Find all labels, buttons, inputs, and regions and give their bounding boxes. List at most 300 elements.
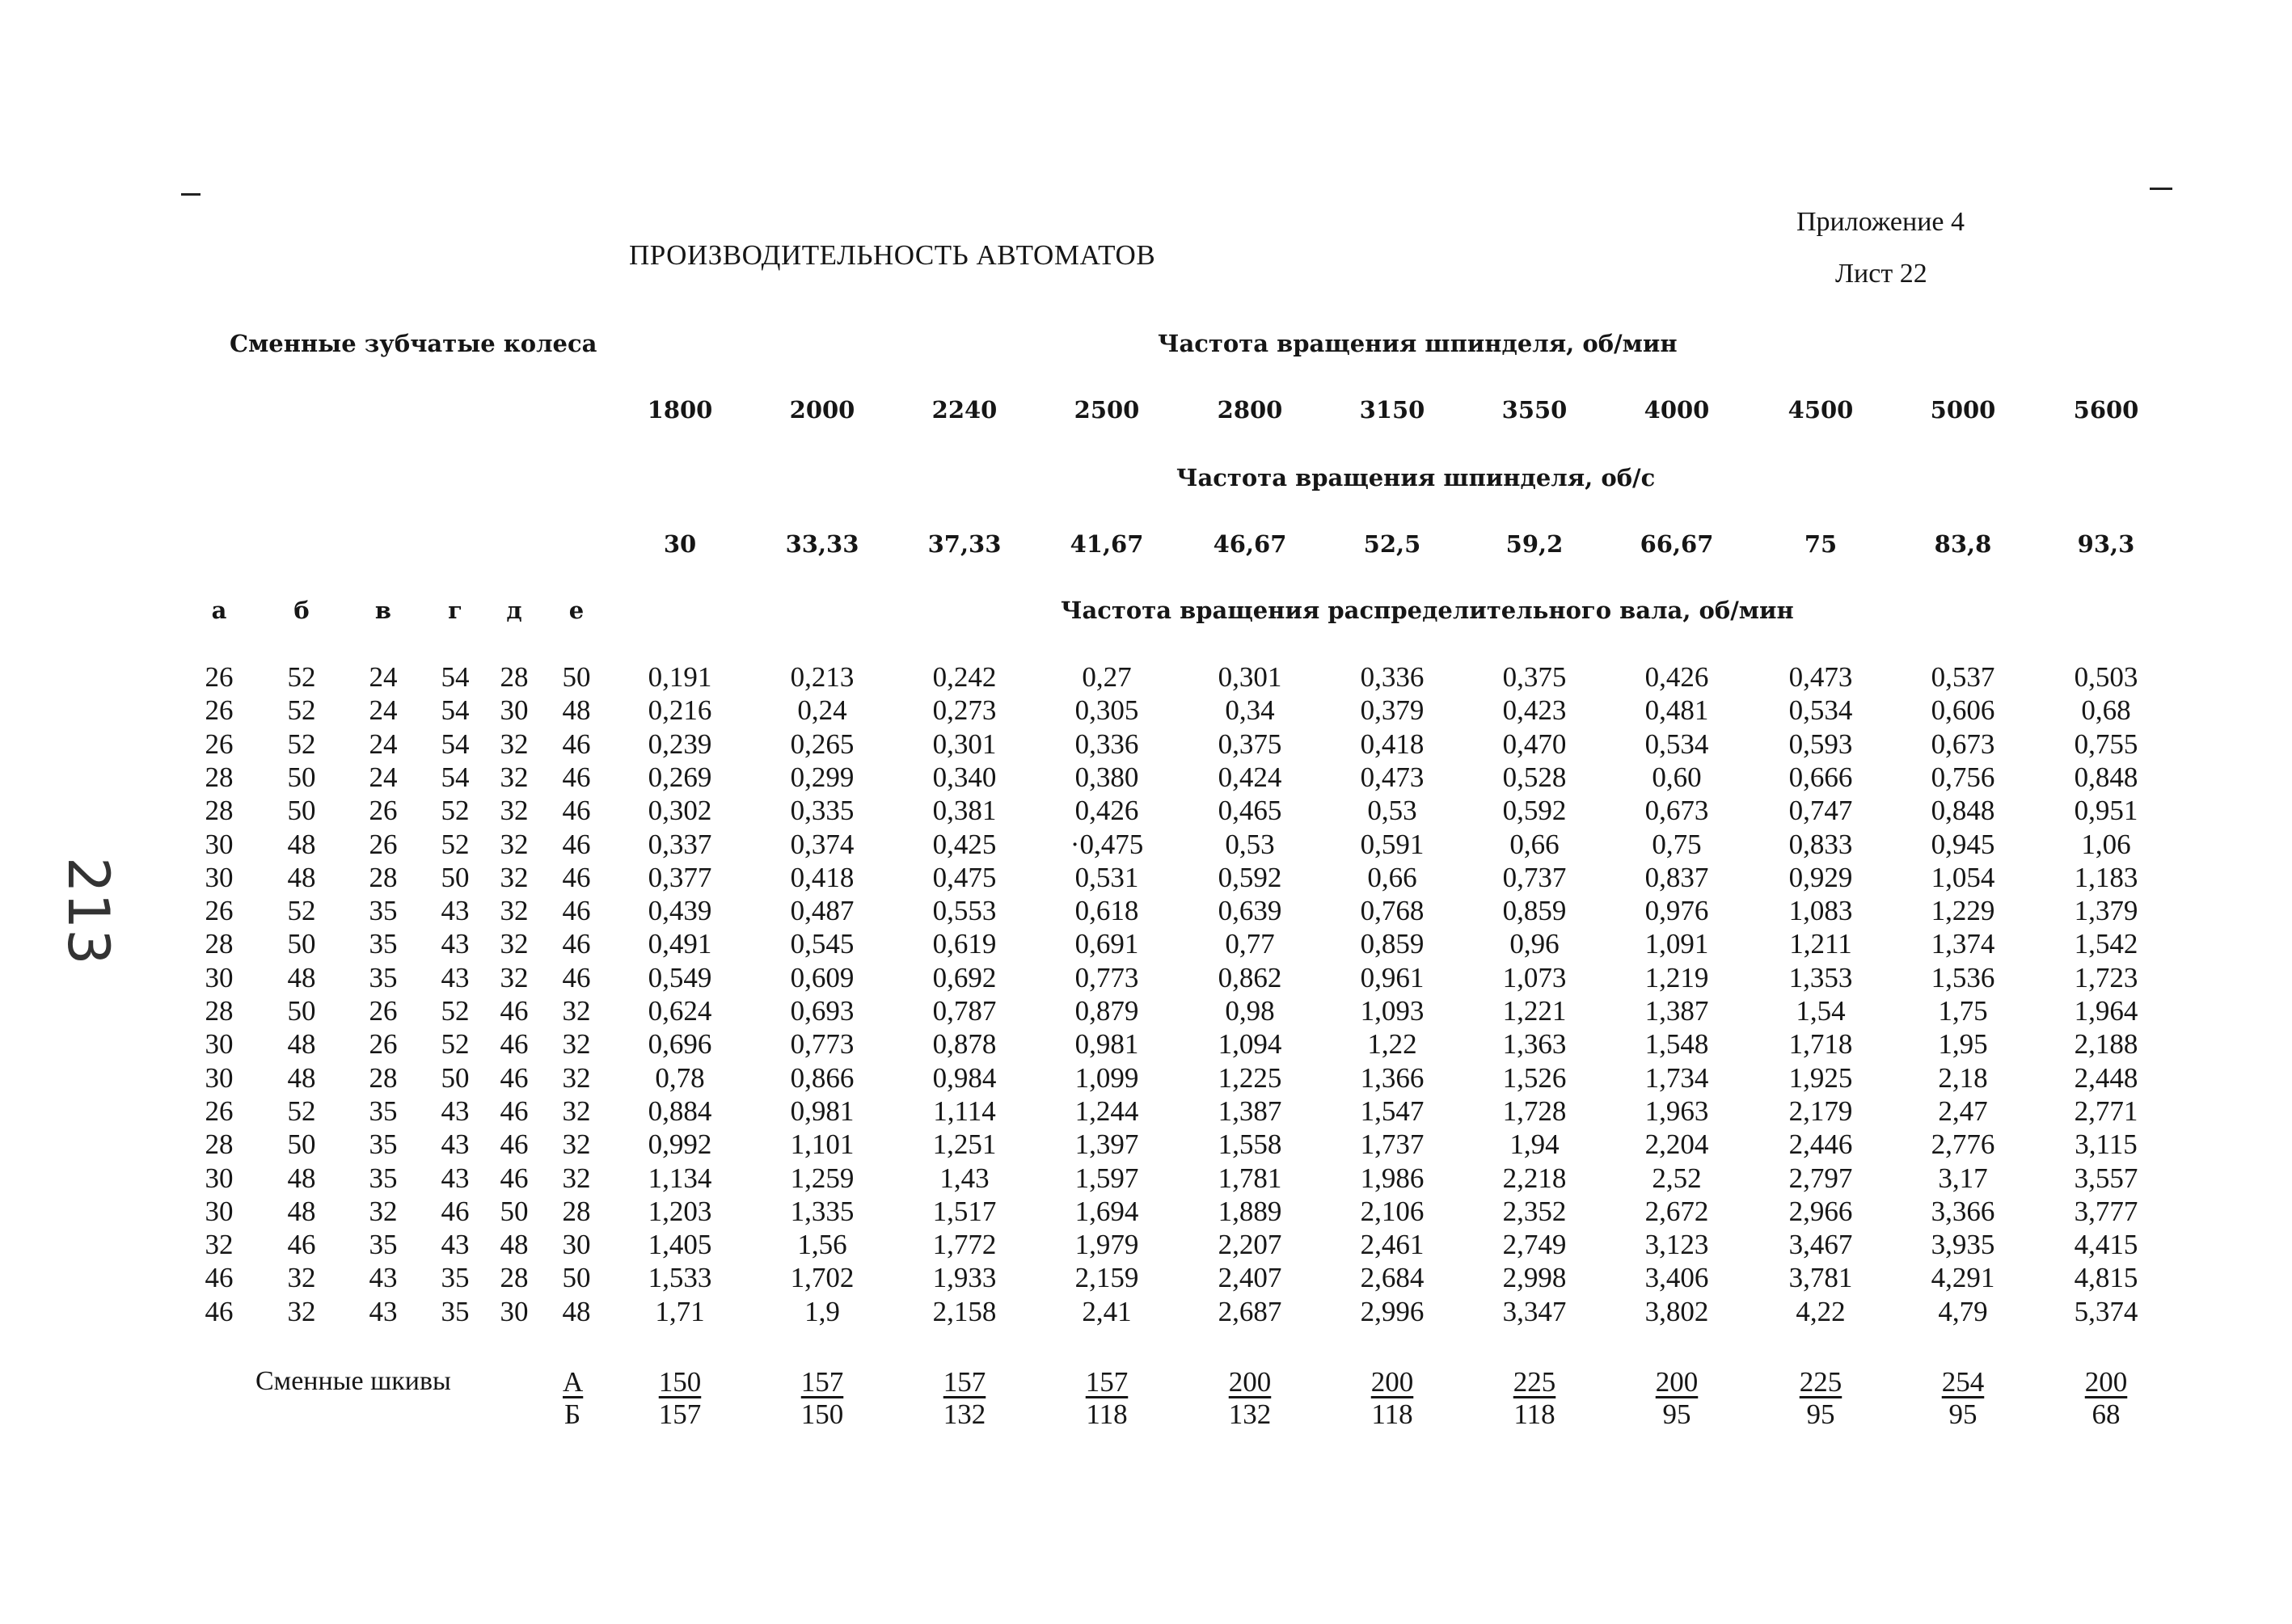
table-cell-value: 0,77: [1225, 928, 1275, 960]
table-cell-gear: 35: [369, 962, 398, 993]
table-cell-gear: 30: [562, 1229, 591, 1260]
table-cell-value: 0,473: [1788, 661, 1853, 693]
table-cell-value: 0,425: [932, 829, 997, 860]
pulley-b-value: 132: [943, 1398, 986, 1430]
table-cell-gear: 46: [500, 995, 529, 1027]
table-cell-value: 0,239: [648, 728, 712, 760]
pulley-a-value: 150: [658, 1366, 702, 1398]
table-cell-value: 1,22: [1367, 1028, 1417, 1060]
table-cell-gear: 35: [369, 928, 398, 960]
table-cell-value: 1,558: [1218, 1128, 1282, 1160]
table-cell-value: 0,833: [1788, 829, 1853, 860]
table-cell-value: 1,889: [1218, 1196, 1282, 1227]
table-cell-value: 0,961: [1360, 962, 1425, 993]
table-cell-gear: 35: [441, 1262, 470, 1293]
table-cell-gear: 46: [500, 1095, 529, 1127]
table-cell-gear: 30: [500, 1296, 529, 1327]
rpm-value: 1800: [647, 396, 713, 424]
table-cell-value: 1,979: [1074, 1229, 1139, 1260]
table-cell-value: 1,548: [1644, 1028, 1709, 1060]
table-cell-value: 0,534: [1644, 728, 1709, 760]
gear-column-label: в: [374, 597, 392, 624]
table-cell-gear: 32: [562, 1062, 591, 1094]
table-cell-gear: 28: [500, 1262, 529, 1293]
table-cell-gear: 30: [205, 1062, 234, 1094]
table-cell-value: 2,207: [1218, 1229, 1282, 1260]
table-cell-value: 2,47: [1938, 1095, 1988, 1127]
table-cell-value: 0,481: [1644, 694, 1709, 726]
table-cell-value: 0,768: [1360, 895, 1425, 926]
rps-header: Частота вращения шпинделя, об/с: [1176, 464, 1656, 491]
table-cell-value: 1,211: [1789, 928, 1852, 960]
table-cell-value: 0,305: [1074, 694, 1139, 726]
table-cell-value: 0,269: [648, 761, 712, 793]
table-cell-gear: 24: [369, 728, 398, 760]
pulley-b-value: 118: [1086, 1398, 1128, 1430]
table-cell-value: 3,366: [1931, 1196, 1995, 1227]
table-cell-gear: 54: [441, 694, 470, 726]
table-cell-value: 1,772: [932, 1229, 997, 1260]
table-cell-value: 0,859: [1360, 928, 1425, 960]
table-cell-value: 0,609: [790, 962, 855, 993]
table-cell-gear: 43: [369, 1296, 398, 1327]
gear-column-label: а: [211, 597, 227, 624]
table-cell-value: 1,094: [1218, 1028, 1282, 1060]
table-cell-value: 3,935: [1931, 1229, 1995, 1260]
table-cell-value: 2,797: [1788, 1162, 1853, 1194]
table-cell-value: 0,53: [1367, 795, 1417, 826]
rpm-value: 2240: [931, 396, 998, 424]
table-cell-value: 0,553: [932, 895, 997, 926]
table-cell-value: 1,374: [1931, 928, 1995, 960]
sheet-label: Лист 22: [1835, 259, 1927, 289]
table-cell-gear: 32: [369, 1196, 398, 1227]
table-cell-value: 0,534: [1788, 694, 1853, 726]
table-cell-gear: 26: [205, 694, 234, 726]
pulley-a-value: 200: [1370, 1366, 1414, 1398]
table-cell-value: 0,976: [1644, 895, 1709, 926]
rps-value: 41,67: [1070, 530, 1144, 558]
table-cell-value: 1,933: [932, 1262, 997, 1293]
table-cell-gear: 30: [500, 694, 529, 726]
table-cell-value: 2,179: [1788, 1095, 1853, 1127]
gears-header: Сменные зубчатые колеса: [230, 330, 597, 357]
table-cell-gear: 48: [287, 829, 316, 860]
table-cell-gear: 50: [562, 1262, 591, 1293]
table-cell-gear: 52: [441, 995, 470, 1027]
table-cell-value: 0,216: [648, 694, 712, 726]
table-cell-gear: 46: [562, 862, 591, 893]
table-cell-value: 2,352: [1502, 1196, 1567, 1227]
table-cell-gear: 50: [441, 862, 470, 893]
table-cell-value: 0,302: [648, 795, 712, 826]
rps-value: 83,8: [1934, 530, 1992, 558]
table-cell-value: 0,78: [655, 1062, 705, 1094]
page-title: ПРОИЗВОДИТЕЛЬНОСТЬ АВТОМАТОВ: [629, 239, 1156, 271]
table-cell-value: 3,115: [2075, 1128, 2138, 1160]
table-cell-gear: 43: [441, 1162, 470, 1194]
table-cell-gear: 32: [500, 795, 529, 826]
table-cell-gear: 50: [441, 1062, 470, 1094]
table-cell-gear: 46: [562, 728, 591, 760]
table-cell-value: 0,27: [1082, 661, 1132, 693]
table-cell-value: 0,859: [1502, 895, 1567, 926]
table-cell-value: ·0,475: [1070, 829, 1144, 860]
table-cell-gear: 50: [562, 661, 591, 693]
table-cell-value: 0,591: [1360, 829, 1425, 860]
table-cell-gear: 28: [500, 661, 529, 693]
table-cell-value: 0,53: [1225, 829, 1275, 860]
rpm-value: 3150: [1359, 396, 1425, 424]
table-cell-value: 0,96: [1509, 928, 1560, 960]
table-cell-gear: 32: [562, 1128, 591, 1160]
table-cell-value: 0,424: [1218, 761, 1282, 793]
pulley-b-label: Б: [564, 1398, 581, 1430]
table-cell-value: 1,244: [1074, 1095, 1139, 1127]
table-cell-value: 0,335: [790, 795, 855, 826]
table-cell-gear: 54: [441, 661, 470, 693]
table-cell-gear: 52: [441, 795, 470, 826]
handwritten-page-number: 213: [55, 857, 121, 965]
pulley-b-value: 157: [658, 1398, 702, 1430]
table-cell-gear: 26: [205, 661, 234, 693]
table-cell-value: 4,291: [1931, 1262, 1995, 1293]
table-cell-gear: 26: [369, 1028, 398, 1060]
table-cell-gear: 46: [562, 928, 591, 960]
table-cell-gear: 48: [287, 1162, 316, 1194]
rps-value: 93,3: [2077, 530, 2135, 558]
rps-value: 52,5: [1363, 530, 1421, 558]
table-cell-gear: 50: [500, 1196, 529, 1227]
table-cell-gear: 35: [441, 1296, 470, 1327]
pulley-a-value: 200: [1228, 1366, 1272, 1398]
table-cell-value: 1,134: [648, 1162, 712, 1194]
table-cell-gear: 43: [441, 1128, 470, 1160]
table-cell-value: 3,557: [2074, 1162, 2138, 1194]
table-cell-gear: 32: [500, 962, 529, 993]
table-cell-value: 2,52: [1652, 1162, 1702, 1194]
appendix-label: Приложение 4: [1796, 207, 1965, 237]
table-cell-gear: 54: [441, 728, 470, 760]
table-cell-gear: 26: [369, 829, 398, 860]
table-cell-value: 0,491: [648, 928, 712, 960]
table-cell-value: 1,363: [1502, 1028, 1567, 1060]
table-cell-gear: 35: [369, 1162, 398, 1194]
table-cell-value: 2,998: [1502, 1262, 1567, 1293]
table-cell-gear: 32: [500, 862, 529, 893]
table-cell-gear: 26: [205, 728, 234, 760]
table-cell-value: 0,606: [1931, 694, 1995, 726]
table-cell-value: 0,336: [1074, 728, 1139, 760]
table-cell-gear: 28: [205, 1128, 234, 1160]
rpm-value: 5600: [2073, 396, 2139, 424]
table-cell-value: 1,405: [648, 1229, 712, 1260]
table-cell-value: 2,771: [2074, 1095, 2138, 1127]
table-cell-value: 0,374: [790, 829, 855, 860]
table-cell-value: 0,301: [1218, 661, 1282, 693]
table-cell-value: 0,992: [648, 1128, 712, 1160]
table-cell-value: 3,347: [1502, 1296, 1567, 1327]
table-cell-value: 0,755: [2074, 728, 2138, 760]
table-cell-value: 1,54: [1796, 995, 1846, 1027]
rps-value: 75: [1804, 530, 1838, 558]
table-cell-value: 0,537: [1931, 661, 1995, 693]
table-cell-gear: 32: [562, 1162, 591, 1194]
table-cell-value: 0,884: [648, 1095, 712, 1127]
table-cell-value: 0,273: [932, 694, 997, 726]
table-cell-gear: 54: [441, 761, 470, 793]
table-cell-value: 0,848: [2074, 761, 2138, 793]
table-cell-value: 1,963: [1644, 1095, 1709, 1127]
table-cell-value: 0,531: [1074, 862, 1139, 893]
table-cell-gear: 28: [205, 928, 234, 960]
table-cell-value: 2,672: [1644, 1196, 1709, 1227]
rps-value: 46,67: [1213, 530, 1287, 558]
table-cell-value: 2,158: [932, 1296, 997, 1327]
table-cell-value: 0,848: [1931, 795, 1995, 826]
table-cell-value: 1,397: [1074, 1128, 1139, 1160]
table-cell-value: 0,213: [790, 661, 855, 693]
table-cell-value: 1,781: [1218, 1162, 1282, 1194]
table-cell-value: 2,448: [2074, 1062, 2138, 1094]
rps-value: 66,67: [1640, 530, 1714, 558]
table-cell-value: 1,203: [648, 1196, 712, 1227]
table-cell-value: 0,340: [932, 761, 997, 793]
pulley-b-value: 95: [1662, 1398, 1691, 1430]
table-cell-gear: 52: [287, 895, 316, 926]
table-cell-value: 0,66: [1367, 862, 1417, 893]
table-cell-value: 0,380: [1074, 761, 1139, 793]
table-cell-value: 1,526: [1502, 1062, 1567, 1094]
table-cell-value: 1,43: [939, 1162, 990, 1194]
table-cell-value: 0,862: [1218, 962, 1282, 993]
table-cell-value: 0,66: [1509, 829, 1560, 860]
table-cell-value: 0,426: [1644, 661, 1709, 693]
table-cell-value: 3,17: [1938, 1162, 1988, 1194]
table-cell-value: 0,418: [790, 862, 855, 893]
table-cell-value: 3,406: [1644, 1262, 1709, 1293]
table-cell-value: 0,503: [2074, 661, 2138, 693]
table-cell-value: 0,773: [790, 1028, 855, 1060]
table-cell-gear: 24: [369, 694, 398, 726]
table-cell-value: 0,737: [1502, 862, 1567, 893]
rpm-value: 2500: [1074, 396, 1140, 424]
rpm-value: 2800: [1217, 396, 1283, 424]
rpm-value: 2000: [789, 396, 855, 424]
table-cell-gear: 46: [562, 761, 591, 793]
table-cell-gear: 32: [500, 728, 529, 760]
table-cell-value: 1,225: [1218, 1062, 1282, 1094]
table-cell-value: 0,693: [790, 995, 855, 1027]
table-cell-value: 1,259: [790, 1162, 855, 1194]
table-cell-gear: 43: [441, 895, 470, 926]
rps-value: 30: [663, 530, 697, 558]
table-cell-value: 0,593: [1788, 728, 1853, 760]
table-cell-gear: 46: [562, 895, 591, 926]
table-cell-value: 4,415: [2074, 1229, 2138, 1260]
table-cell-value: 0,545: [790, 928, 855, 960]
table-cell-gear: 46: [205, 1296, 234, 1327]
table-cell-value: 0,929: [1788, 862, 1853, 893]
rps-value: 33,33: [785, 530, 859, 558]
table-cell-value: 2,407: [1218, 1262, 1282, 1293]
table-cell-gear: 50: [287, 1128, 316, 1160]
rpm-value: 3550: [1501, 396, 1568, 424]
table-cell-value: 0,60: [1652, 761, 1702, 793]
table-cell-value: 0,592: [1502, 795, 1567, 826]
table-cell-value: 1,95: [1938, 1028, 1988, 1060]
table-cell-gear: 46: [562, 795, 591, 826]
table-cell-value: 2,106: [1360, 1196, 1425, 1227]
table-cell-value: 1,728: [1502, 1095, 1567, 1127]
table-cell-value: 1,702: [790, 1262, 855, 1293]
table-cell-gear: 46: [562, 829, 591, 860]
pulley-b-value: 95: [1806, 1398, 1835, 1430]
table-cell-value: 0,866: [790, 1062, 855, 1094]
pulley-b-value: 132: [1228, 1398, 1272, 1430]
table-cell-value: 0,639: [1218, 895, 1282, 926]
table-cell-gear: 48: [287, 962, 316, 993]
table-cell-gear: 46: [500, 1162, 529, 1194]
table-cell-gear: 52: [287, 728, 316, 760]
table-cell-value: 0,439: [648, 895, 712, 926]
gear-column-label: б: [293, 597, 310, 624]
table-cell-value: 0,673: [1644, 795, 1709, 826]
table-cell-gear: 35: [369, 895, 398, 926]
table-cell-gear: 43: [441, 928, 470, 960]
table-cell-value: 1,517: [932, 1196, 997, 1227]
table-cell-value: 0,692: [932, 962, 997, 993]
table-cell-gear: 26: [205, 895, 234, 926]
table-cell-value: 4,79: [1938, 1296, 1988, 1327]
table-cell-gear: 50: [287, 995, 316, 1027]
table-cell-value: 2,684: [1360, 1262, 1425, 1293]
table-cell-value: 1,737: [1360, 1128, 1425, 1160]
pulley-a-label: А: [563, 1366, 584, 1398]
table-cell-value: 0,68: [2081, 694, 2131, 726]
table-cell-gear: 46: [500, 1028, 529, 1060]
table-cell-value: 1,101: [790, 1128, 855, 1160]
table-cell-gear: 43: [369, 1262, 398, 1293]
table-cell-value: 0,696: [648, 1028, 712, 1060]
table-cell-value: 4,22: [1796, 1296, 1846, 1327]
table-cell-gear: 52: [287, 694, 316, 726]
table-cell-value: 1,353: [1788, 962, 1853, 993]
table-cell-value: 2,446: [1788, 1128, 1853, 1160]
table-cell-gear: 48: [287, 1196, 316, 1227]
table-cell-value: 0,984: [932, 1062, 997, 1094]
table-cell-gear: 26: [205, 1095, 234, 1127]
rpm-header: Частота вращения шпинделя, об/мин: [1158, 330, 1678, 357]
table-cell-value: 3,467: [1788, 1229, 1853, 1260]
table-cell-value: 1,718: [1788, 1028, 1853, 1060]
table-cell-value: 5,374: [2074, 1296, 2138, 1327]
table-cell-value: 1,694: [1074, 1196, 1139, 1227]
table-cell-gear: 52: [441, 1028, 470, 1060]
table-cell-value: 0,24: [797, 694, 847, 726]
table-cell-value: 1,964: [2074, 995, 2138, 1027]
table-cell-gear: 48: [287, 1028, 316, 1060]
table-cell-gear: 32: [500, 928, 529, 960]
table-cell-value: 0,381: [932, 795, 997, 826]
table-cell-value: 0,787: [932, 995, 997, 1027]
rps-value: 37,33: [927, 530, 1002, 558]
table-cell-value: 1,547: [1360, 1095, 1425, 1127]
table-cell-gear: 48: [562, 694, 591, 726]
table-cell-gear: 52: [287, 661, 316, 693]
table-cell-gear: 30: [205, 829, 234, 860]
table-cell-value: 2,461: [1360, 1229, 1425, 1260]
table-cell-gear: 52: [287, 1095, 316, 1127]
table-cell-value: 3,802: [1644, 1296, 1709, 1327]
table-cell-value: 1,533: [648, 1262, 712, 1293]
table-cell-value: 2,188: [2074, 1028, 2138, 1060]
table-cell-gear: 48: [287, 1062, 316, 1094]
table-cell-gear: 35: [369, 1229, 398, 1260]
pulley-b-value: 68: [2092, 1398, 2121, 1430]
table-cell-value: 0,673: [1931, 728, 1995, 760]
table-cell-value: 0,981: [790, 1095, 855, 1127]
table-cell-gear: 30: [205, 1162, 234, 1194]
table-cell-gear: 28: [369, 1062, 398, 1094]
table-cell-gear: 35: [369, 1128, 398, 1160]
table-cell-value: 0,473: [1360, 761, 1425, 793]
table-cell-value: 1,56: [797, 1229, 847, 1260]
table-cell-value: 0,475: [932, 862, 997, 893]
pulley-a-value: 200: [1655, 1366, 1699, 1398]
table-cell-value: 1,114: [933, 1095, 996, 1127]
table-cell-gear: 32: [205, 1229, 234, 1260]
pulleys-label: Сменные шкивы: [255, 1366, 451, 1396]
table-cell-value: 0,465: [1218, 795, 1282, 826]
table-cell-gear: 50: [287, 761, 316, 793]
table-cell-gear: 24: [369, 661, 398, 693]
table-cell-value: 2,687: [1218, 1296, 1282, 1327]
table-cell-value: 0,379: [1360, 694, 1425, 726]
table-cell-value: 2,18: [1938, 1062, 1988, 1094]
table-cell-value: 1,597: [1074, 1162, 1139, 1194]
table-cell-gear: 46: [205, 1262, 234, 1293]
table-cell-value: 0,487: [790, 895, 855, 926]
table-cell-gear: 35: [369, 1095, 398, 1127]
table-cell-gear: 32: [287, 1262, 316, 1293]
table-cell-value: 0,375: [1502, 661, 1567, 693]
table-cell-value: 1,091: [1644, 928, 1709, 960]
table-cell-value: 0,945: [1931, 829, 1995, 860]
table-cell-value: 1,723: [2074, 962, 2138, 993]
table-cell-value: 2,218: [1502, 1162, 1567, 1194]
table-cell-gear: 46: [500, 1128, 529, 1160]
table-cell-value: 0,592: [1218, 862, 1282, 893]
table-cell-value: 0,619: [932, 928, 997, 960]
pulley-b-value: 150: [800, 1398, 844, 1430]
table-cell-value: 2,996: [1360, 1296, 1425, 1327]
table-cell-value: 1,9: [804, 1296, 840, 1327]
table-cell-value: 1,542: [2074, 928, 2138, 960]
shaft-header: Частота вращения распределительного вала, об/мин: [1061, 597, 1794, 624]
table-cell-gear: 46: [441, 1196, 470, 1227]
table-cell-gear: 46: [500, 1062, 529, 1094]
table-cell-value: 1,75: [1938, 995, 1988, 1027]
table-cell-gear: 28: [205, 795, 234, 826]
table-cell-value: 1,073: [1502, 962, 1567, 993]
table-cell-value: 0,337: [648, 829, 712, 860]
table-cell-gear: 43: [441, 962, 470, 993]
table-cell-gear: 28: [562, 1196, 591, 1227]
table-cell-value: 3,781: [1788, 1262, 1853, 1293]
table-cell-value: 0,98: [1225, 995, 1275, 1027]
right-corner-mark: [2150, 188, 2172, 190]
